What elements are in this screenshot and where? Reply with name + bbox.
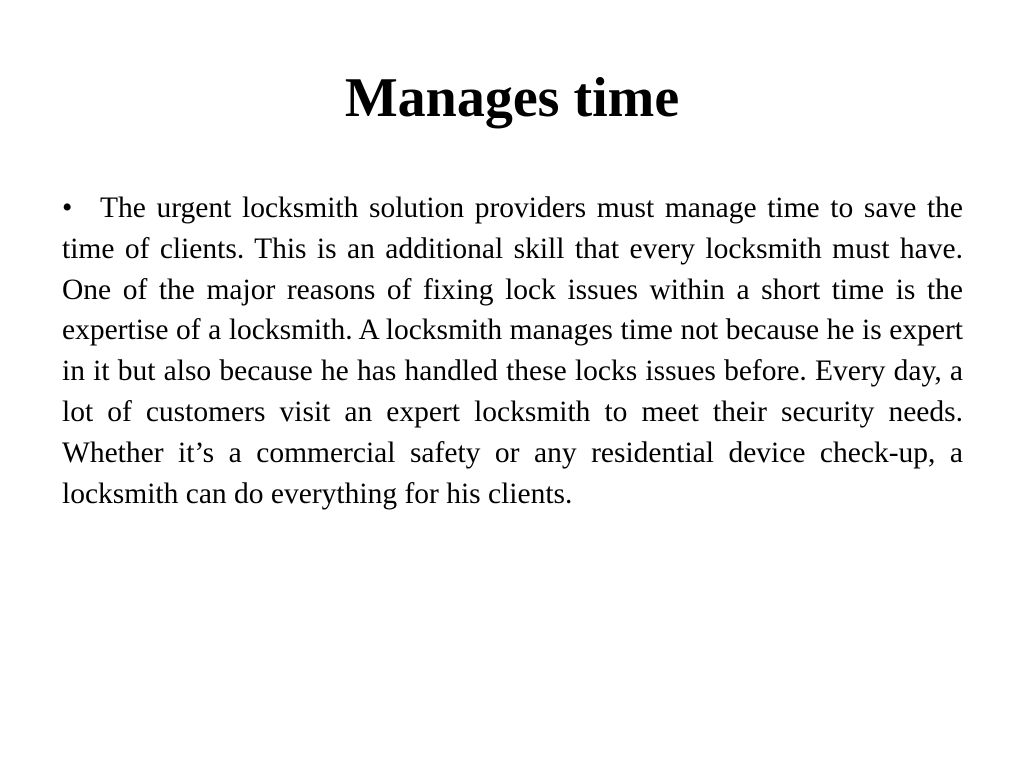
- bullet-marker: •: [62, 192, 73, 224]
- bullet-text: The urgent locksmith solution providers must manage time to save the time of clients. This is an additional skill that every locksmith must have. One of the major reasons of fixing lock issues within a short time is the expertise of a locksmith. A locksmith manages time not because he is expert in it but also because he has handled these locks issues before. Every day, a lot of customers visit an expert locksmith to meet their security needs. Whether it’s a commercial safety or any residential device check-up, a locksmith can do everything for his clients.: [62, 192, 963, 510]
- bullet-item: [62, 188, 963, 514]
- slide-title: Manages time: [344, 67, 680, 129]
- bullet-list: [62, 188, 963, 514]
